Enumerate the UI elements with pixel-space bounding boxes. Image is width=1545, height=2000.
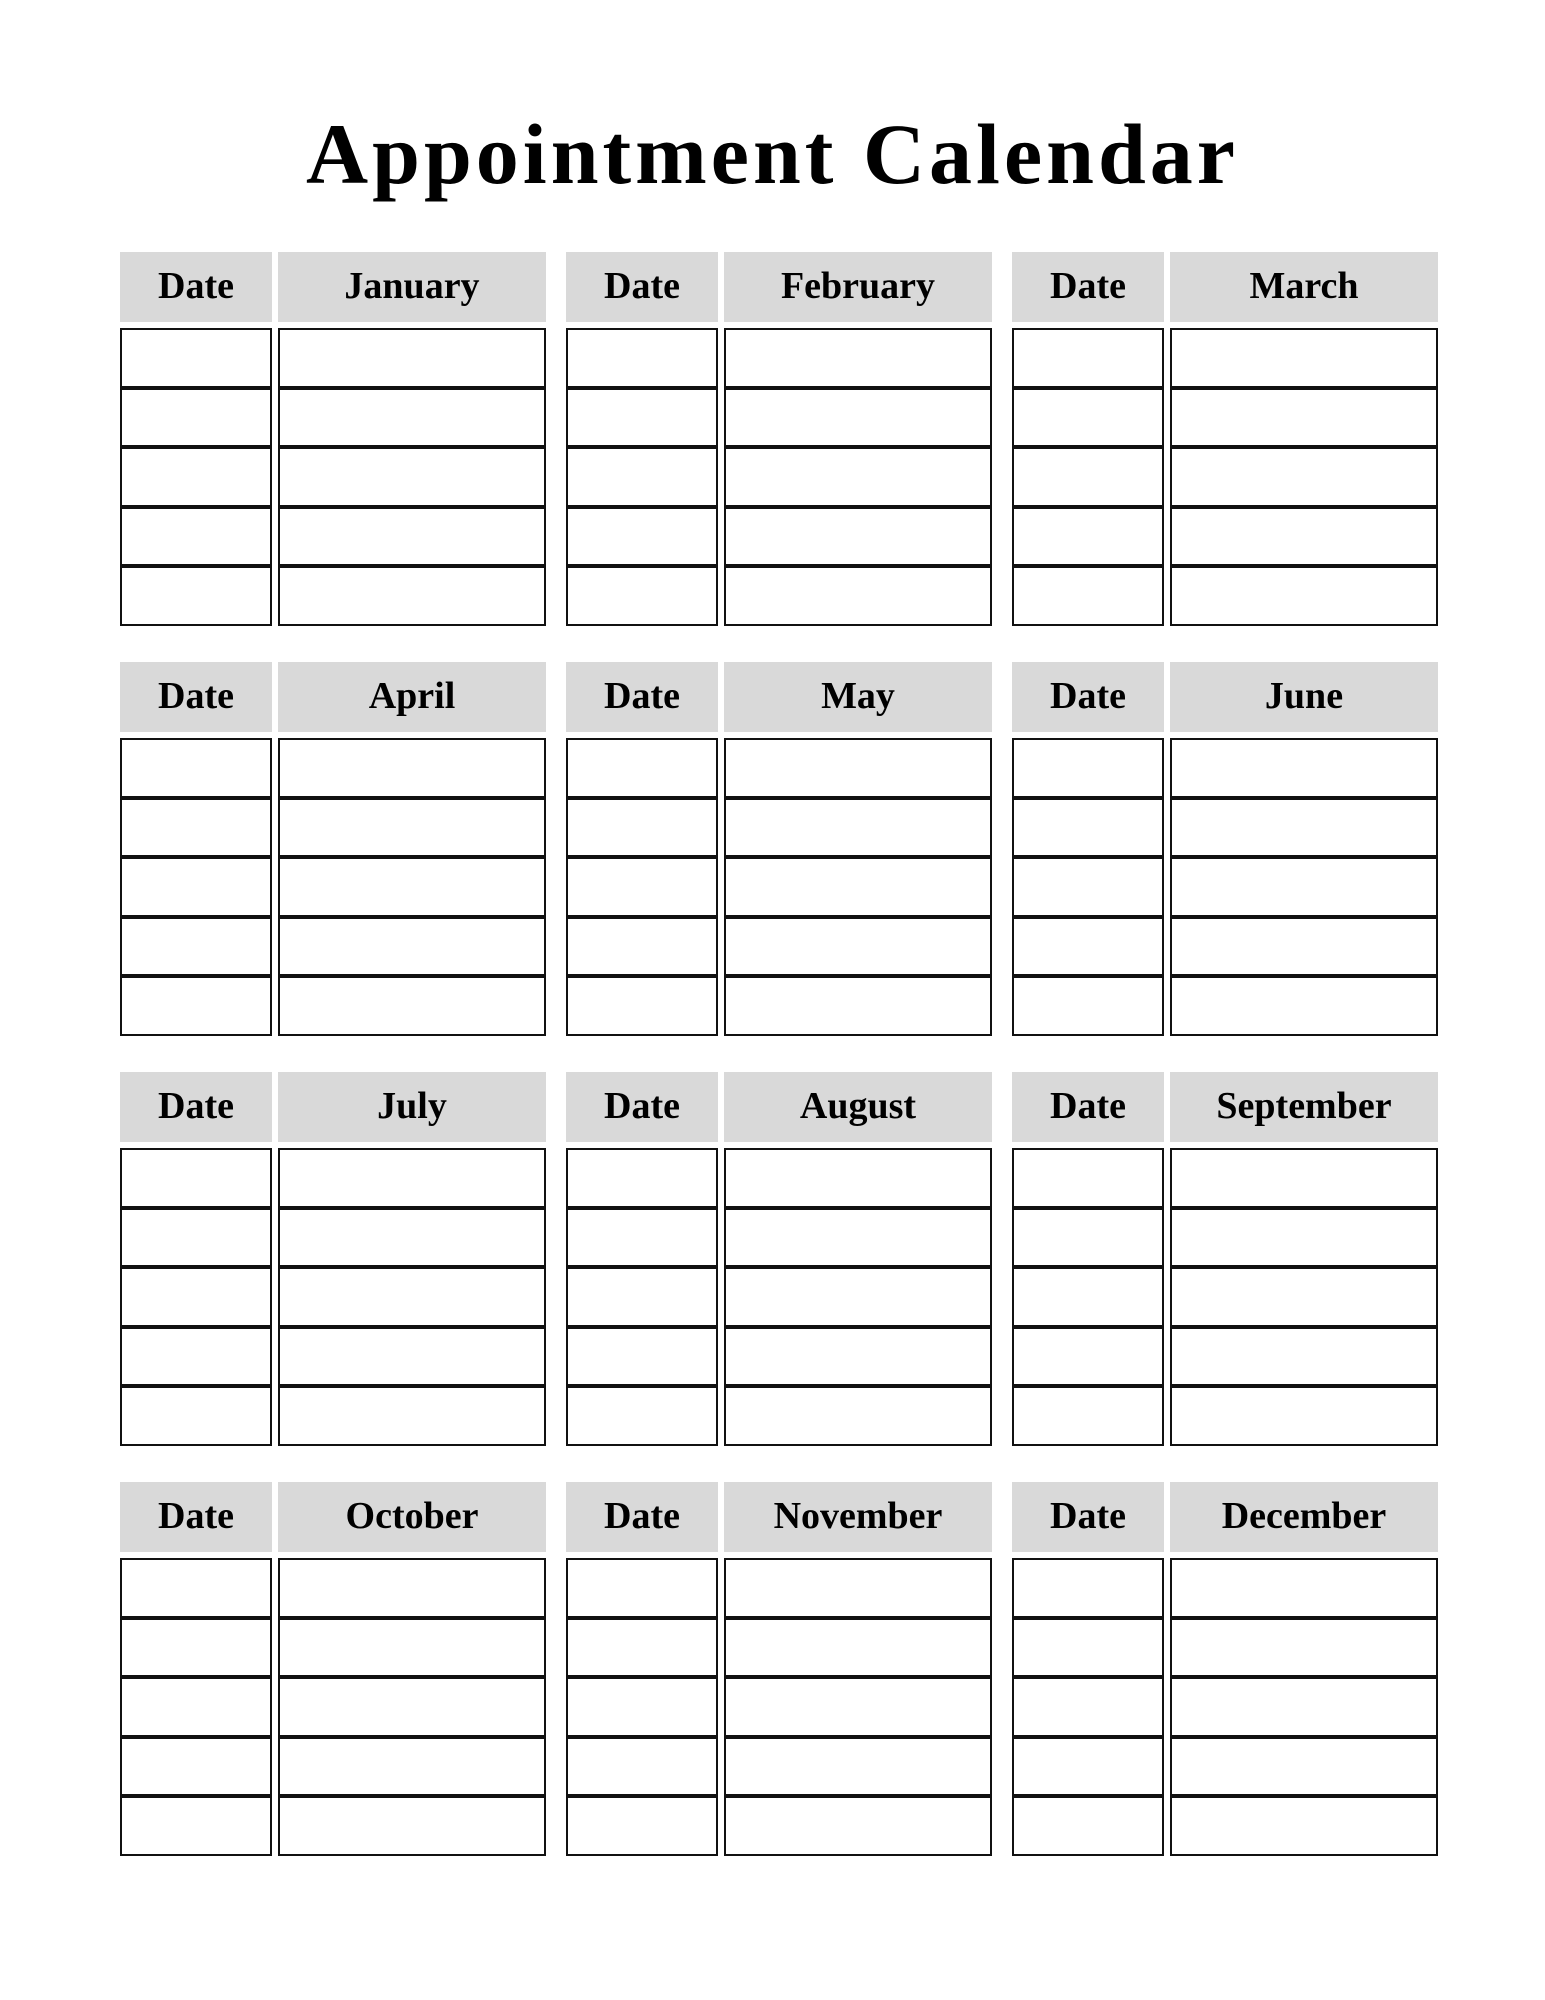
appointment-row xyxy=(1012,917,1438,977)
appointment-row xyxy=(566,857,992,917)
month-column-header: January xyxy=(278,252,546,322)
date-entry-field[interactable] xyxy=(120,975,272,1036)
date-entry-field[interactable] xyxy=(566,1326,718,1387)
appointment-row xyxy=(566,798,992,858)
month-header-row xyxy=(120,662,546,732)
month-column-header: December xyxy=(1170,1482,1438,1552)
appointment-entry-field[interactable] xyxy=(278,916,546,977)
appointment-row xyxy=(1012,1737,1438,1797)
month-table-november xyxy=(566,1482,992,1856)
appointment-entry-field[interactable] xyxy=(724,738,992,798)
appointment-entry-field[interactable] xyxy=(1170,387,1438,448)
month-header-row xyxy=(566,252,992,322)
date-entry-field[interactable] xyxy=(566,1736,718,1797)
month-header-row xyxy=(566,662,992,732)
appointment-row xyxy=(566,328,992,388)
month-column-header: July xyxy=(278,1072,546,1142)
date-entry-field[interactable] xyxy=(566,1207,718,1268)
appointment-row xyxy=(120,447,546,507)
appointment-row xyxy=(120,1327,546,1387)
appointment-row xyxy=(566,566,992,626)
appointment-row xyxy=(120,566,546,626)
appointment-entry-field[interactable] xyxy=(1170,1207,1438,1268)
appointment-row xyxy=(1012,1267,1438,1327)
date-column-header: Date xyxy=(566,662,718,732)
appointment-row xyxy=(566,1327,992,1387)
date-column-header: Date xyxy=(120,662,272,732)
appointment-entry-field[interactable] xyxy=(278,506,546,567)
month-column-header: March xyxy=(1170,252,1438,322)
appointment-entry-field[interactable] xyxy=(1170,1385,1438,1446)
appointment-row xyxy=(120,1737,546,1797)
date-entry-field[interactable] xyxy=(566,856,718,917)
appointment-entry-field[interactable] xyxy=(1170,797,1438,858)
date-entry-field[interactable] xyxy=(566,387,718,448)
appointment-rows xyxy=(1012,738,1438,1036)
date-entry-field[interactable] xyxy=(1012,1266,1164,1327)
appointment-entry-field[interactable] xyxy=(1170,1795,1438,1856)
date-entry-field[interactable] xyxy=(1012,1676,1164,1737)
appointment-row xyxy=(1012,328,1438,388)
appointment-row xyxy=(1012,1327,1438,1387)
appointment-entry-field[interactable] xyxy=(724,387,992,448)
appointment-rows xyxy=(566,1148,992,1446)
appointment-rows xyxy=(566,328,992,626)
appointment-entry-field[interactable] xyxy=(724,975,992,1036)
month-column-header: May xyxy=(724,662,992,732)
appointment-row xyxy=(566,1677,992,1737)
appointment-entry-field[interactable] xyxy=(724,1617,992,1678)
date-entry-field[interactable] xyxy=(566,975,718,1036)
date-entry-field[interactable] xyxy=(120,565,272,626)
appointment-entry-field[interactable] xyxy=(278,797,546,858)
month-table-december xyxy=(1012,1482,1438,1856)
month-column-header: June xyxy=(1170,662,1438,732)
date-entry-field[interactable] xyxy=(1012,1326,1164,1387)
appointment-entry-field[interactable] xyxy=(1170,565,1438,626)
appointment-row xyxy=(1012,738,1438,798)
appointment-rows xyxy=(566,738,992,1036)
appointment-entry-field[interactable] xyxy=(1170,856,1438,917)
appointment-entry-field[interactable] xyxy=(1170,1617,1438,1678)
date-column-header: Date xyxy=(120,252,272,322)
appointment-entry-field[interactable] xyxy=(278,1676,546,1737)
appointment-entry-field[interactable] xyxy=(724,797,992,858)
appointment-row xyxy=(120,738,546,798)
appointment-row xyxy=(1012,1618,1438,1678)
date-entry-field[interactable] xyxy=(120,1148,272,1208)
appointment-entry-field[interactable] xyxy=(1170,1326,1438,1387)
appointment-row xyxy=(1012,1386,1438,1446)
date-entry-field[interactable] xyxy=(1012,1736,1164,1797)
appointment-entry-field[interactable] xyxy=(278,446,546,507)
appointment-row xyxy=(1012,1677,1438,1737)
date-entry-field[interactable] xyxy=(120,1795,272,1856)
appointment-entry-field[interactable] xyxy=(278,1266,546,1327)
appointment-entry-field[interactable] xyxy=(278,1148,546,1208)
appointment-row xyxy=(120,1386,546,1446)
appointment-entry-field[interactable] xyxy=(724,916,992,977)
appointment-row xyxy=(566,976,992,1036)
date-entry-field[interactable] xyxy=(120,1207,272,1268)
appointment-row xyxy=(566,738,992,798)
appointment-entry-field[interactable] xyxy=(1170,1676,1438,1737)
appointment-row xyxy=(120,1558,546,1618)
date-entry-field[interactable] xyxy=(120,446,272,507)
appointment-row xyxy=(1012,1148,1438,1208)
date-entry-field[interactable] xyxy=(1012,387,1164,448)
date-entry-field[interactable] xyxy=(120,1558,272,1618)
date-entry-field[interactable] xyxy=(566,506,718,567)
date-entry-field[interactable] xyxy=(566,916,718,977)
appointment-entry-field[interactable] xyxy=(724,1558,992,1618)
appointment-row xyxy=(566,917,992,977)
date-entry-field[interactable] xyxy=(120,738,272,798)
appointment-entry-field[interactable] xyxy=(278,1326,546,1387)
date-entry-field[interactable] xyxy=(1012,328,1164,388)
page-title: Appointment Calendar xyxy=(306,106,1239,202)
appointment-entry-field[interactable] xyxy=(1170,1558,1438,1618)
appointment-row xyxy=(1012,976,1438,1036)
month-table-june xyxy=(1012,662,1438,1036)
appointment-entry-field[interactable] xyxy=(1170,1266,1438,1327)
date-entry-field[interactable] xyxy=(1012,856,1164,917)
date-entry-field[interactable] xyxy=(120,328,272,388)
date-entry-field[interactable] xyxy=(120,1617,272,1678)
appointment-entry-field[interactable] xyxy=(1170,446,1438,507)
date-entry-field[interactable] xyxy=(1012,1617,1164,1678)
appointment-row xyxy=(120,798,546,858)
appointment-rows xyxy=(1012,1148,1438,1446)
month-column-header: November xyxy=(724,1482,992,1552)
date-entry-field[interactable] xyxy=(1012,1795,1164,1856)
appointment-entry-field[interactable] xyxy=(724,856,992,917)
month-column-header: April xyxy=(278,662,546,732)
appointment-row xyxy=(1012,388,1438,448)
appointment-entry-field[interactable] xyxy=(724,1795,992,1856)
month-table-january xyxy=(120,252,546,626)
appointment-entry-field[interactable] xyxy=(724,1736,992,1797)
date-column-header: Date xyxy=(566,252,718,322)
appointment-row xyxy=(1012,447,1438,507)
appointment-row xyxy=(120,388,546,448)
date-column-header: Date xyxy=(1012,1482,1164,1552)
date-entry-field[interactable] xyxy=(566,1558,718,1618)
appointment-entry-field[interactable] xyxy=(724,506,992,567)
month-table-july xyxy=(120,1072,546,1446)
month-column-header: February xyxy=(724,252,992,322)
month-header-row xyxy=(1012,662,1438,732)
appointment-row xyxy=(566,1148,992,1208)
date-entry-field[interactable] xyxy=(120,916,272,977)
appointment-row xyxy=(1012,1208,1438,1268)
month-header-row xyxy=(120,1072,546,1142)
month-table-october xyxy=(120,1482,546,1856)
appointment-entry-field[interactable] xyxy=(278,1617,546,1678)
appointment-row xyxy=(566,1386,992,1446)
appointment-rows xyxy=(120,1148,546,1446)
appointment-entry-field[interactable] xyxy=(724,1385,992,1446)
date-entry-field[interactable] xyxy=(120,1736,272,1797)
appointment-row xyxy=(566,1618,992,1678)
appointment-row xyxy=(1012,798,1438,858)
month-header-row xyxy=(566,1482,992,1552)
appointment-entry-field[interactable] xyxy=(724,1148,992,1208)
month-header-row xyxy=(1012,1072,1438,1142)
appointment-entry-field[interactable] xyxy=(278,328,546,388)
appointment-entry-field[interactable] xyxy=(1170,916,1438,977)
appointment-row xyxy=(120,1796,546,1856)
date-entry-field[interactable] xyxy=(1012,1385,1164,1446)
date-entry-field[interactable] xyxy=(1012,1148,1164,1208)
date-entry-field[interactable] xyxy=(566,1676,718,1737)
appointment-entry-field[interactable] xyxy=(278,387,546,448)
appointment-entry-field[interactable] xyxy=(724,565,992,626)
date-entry-field[interactable] xyxy=(1012,975,1164,1036)
date-column-header: Date xyxy=(120,1072,272,1142)
appointment-entry-field[interactable] xyxy=(278,1795,546,1856)
appointment-row xyxy=(120,1148,546,1208)
date-entry-field[interactable] xyxy=(566,565,718,626)
appointment-row xyxy=(120,857,546,917)
appointment-row xyxy=(566,447,992,507)
appointment-entry-field[interactable] xyxy=(724,1207,992,1268)
date-entry-field[interactable] xyxy=(566,797,718,858)
appointment-entry-field[interactable] xyxy=(1170,1148,1438,1208)
appointment-row xyxy=(120,917,546,977)
date-entry-field[interactable] xyxy=(1012,1207,1164,1268)
appointment-entry-field[interactable] xyxy=(1170,1736,1438,1797)
appointment-row xyxy=(120,507,546,567)
appointment-entry-field[interactable] xyxy=(278,1207,546,1268)
appointment-row xyxy=(1012,566,1438,626)
date-entry-field[interactable] xyxy=(566,1617,718,1678)
date-entry-field[interactable] xyxy=(120,856,272,917)
appointment-entry-field[interactable] xyxy=(724,1266,992,1327)
month-table-may xyxy=(566,662,992,1036)
appointment-entry-field[interactable] xyxy=(724,328,992,388)
appointment-row xyxy=(566,1208,992,1268)
date-entry-field[interactable] xyxy=(120,1266,272,1327)
month-column-header: October xyxy=(278,1482,546,1552)
appointment-row xyxy=(566,1796,992,1856)
appointment-entry-field[interactable] xyxy=(724,446,992,507)
month-header-row xyxy=(566,1072,992,1142)
date-column-header: Date xyxy=(120,1482,272,1552)
appointment-entry-field[interactable] xyxy=(278,738,546,798)
date-column-header: Date xyxy=(566,1482,718,1552)
date-entry-field[interactable] xyxy=(120,387,272,448)
appointment-row xyxy=(120,1618,546,1678)
date-column-header: Date xyxy=(1012,662,1164,732)
date-entry-field[interactable] xyxy=(1012,738,1164,798)
appointment-row xyxy=(566,1558,992,1618)
appointment-entry-field[interactable] xyxy=(278,1558,546,1618)
appointment-row xyxy=(1012,1558,1438,1618)
appointment-rows xyxy=(120,1558,546,1856)
appointment-entry-field[interactable] xyxy=(278,856,546,917)
appointment-rows xyxy=(1012,1558,1438,1856)
appointment-row xyxy=(120,1267,546,1327)
date-column-header: Date xyxy=(1012,1072,1164,1142)
appointment-row xyxy=(566,388,992,448)
date-entry-field[interactable] xyxy=(1012,446,1164,507)
date-entry-field[interactable] xyxy=(1012,916,1164,977)
appointment-row xyxy=(566,1737,992,1797)
date-entry-field[interactable] xyxy=(120,506,272,567)
date-entry-field[interactable] xyxy=(566,1148,718,1208)
months-grid xyxy=(120,252,1438,1856)
appointment-entry-field[interactable] xyxy=(278,565,546,626)
appointment-entry-field[interactable] xyxy=(278,1385,546,1446)
appointment-rows xyxy=(120,328,546,626)
appointment-row xyxy=(1012,507,1438,567)
date-entry-field[interactable] xyxy=(566,738,718,798)
date-entry-field[interactable] xyxy=(566,328,718,388)
date-entry-field[interactable] xyxy=(566,1385,718,1446)
appointment-row xyxy=(566,1267,992,1327)
appointment-entry-field[interactable] xyxy=(724,1676,992,1737)
appointment-rows xyxy=(566,1558,992,1856)
month-header-row xyxy=(120,1482,546,1552)
appointment-row xyxy=(566,507,992,567)
appointment-row xyxy=(120,1677,546,1737)
appointment-row xyxy=(1012,1796,1438,1856)
appointment-entry-field[interactable] xyxy=(1170,328,1438,388)
month-table-february xyxy=(566,252,992,626)
month-header-row xyxy=(120,252,546,322)
appointment-rows xyxy=(120,738,546,1036)
date-entry-field[interactable] xyxy=(566,1266,718,1327)
date-entry-field[interactable] xyxy=(120,1676,272,1737)
appointment-row xyxy=(120,328,546,388)
month-table-march xyxy=(1012,252,1438,626)
appointment-row xyxy=(120,1208,546,1268)
date-column-header: Date xyxy=(566,1072,718,1142)
date-entry-field[interactable] xyxy=(120,797,272,858)
appointment-entry-field[interactable] xyxy=(724,1326,992,1387)
month-column-header: September xyxy=(1170,1072,1438,1142)
appointment-row xyxy=(1012,857,1438,917)
month-header-row xyxy=(1012,252,1438,322)
appointment-entry-field[interactable] xyxy=(278,1736,546,1797)
month-table-august xyxy=(566,1072,992,1446)
date-entry-field[interactable] xyxy=(1012,565,1164,626)
month-table-september xyxy=(1012,1072,1438,1446)
date-entry-field[interactable] xyxy=(120,1326,272,1387)
appointment-entry-field[interactable] xyxy=(1170,738,1438,798)
month-column-header: August xyxy=(724,1072,992,1142)
date-entry-field[interactable] xyxy=(566,1795,718,1856)
appointment-row xyxy=(120,976,546,1036)
date-entry-field[interactable] xyxy=(1012,506,1164,567)
appointment-entry-field[interactable] xyxy=(278,975,546,1036)
date-entry-field[interactable] xyxy=(566,446,718,507)
date-column-header: Date xyxy=(1012,252,1164,322)
month-table-april xyxy=(120,662,546,1036)
appointment-rows xyxy=(1012,328,1438,626)
appointment-entry-field[interactable] xyxy=(1170,975,1438,1036)
date-entry-field[interactable] xyxy=(120,1385,272,1446)
appointment-entry-field[interactable] xyxy=(1170,506,1438,567)
date-entry-field[interactable] xyxy=(1012,797,1164,858)
date-entry-field[interactable] xyxy=(1012,1558,1164,1618)
month-header-row xyxy=(1012,1482,1438,1552)
